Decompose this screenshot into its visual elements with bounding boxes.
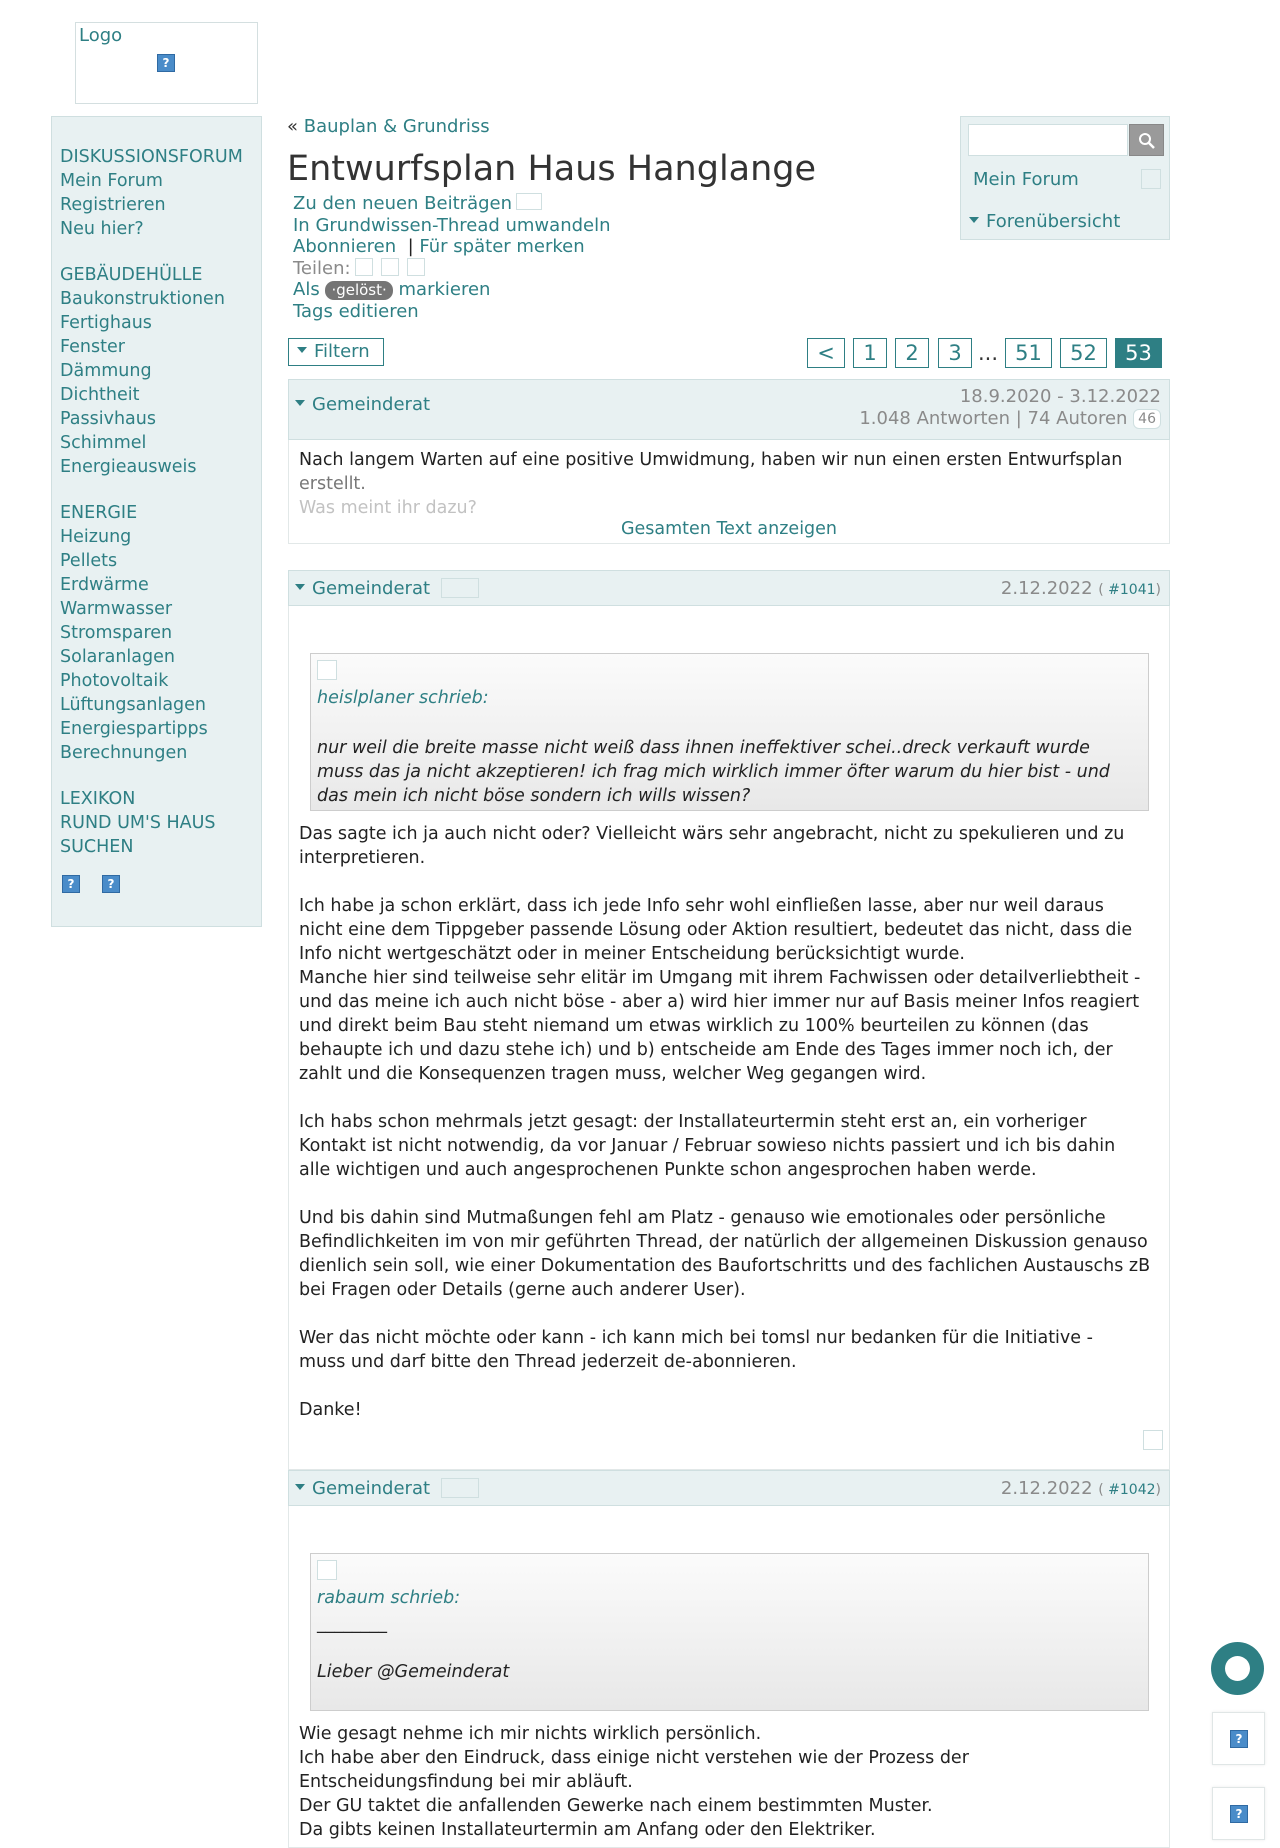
floating-button[interactable] — [1212, 1787, 1265, 1840]
breadcrumb-link[interactable]: Bauplan & Grundriss — [303, 116, 490, 137]
sidebar-item-gebaeudehuelle[interactable]: GEBÄUDEHÜLLE — [60, 265, 203, 285]
convert-thread-link[interactable]: In Grundwissen-Thread umwandeln — [293, 214, 611, 236]
loading-ring-icon[interactable] — [1211, 1642, 1264, 1695]
post-num-open: ( — [1098, 1482, 1104, 1498]
my-forum-link[interactable]: Mein Forum — [973, 169, 1079, 190]
author-badge-icon — [441, 1478, 479, 1498]
pager-dots: ... — [978, 341, 999, 365]
thread-actions — [293, 193, 611, 322]
intro-line: Nach langem Warten auf eine positive Umwidmung, haben wir nun einen ersten Entwurfsplan — [299, 450, 1123, 470]
post-meta — [1001, 578, 1161, 599]
sidebar-item-pellets[interactable]: Pellets — [60, 551, 118, 571]
thread-header — [288, 379, 1170, 440]
action-separator: | — [407, 236, 414, 257]
post-number-link[interactable]: #1041 — [1108, 582, 1156, 598]
mark-suffix: markieren — [398, 279, 491, 300]
sidebar-item-suchen[interactable]: SUCHEN — [60, 837, 134, 857]
post-line: Befindlichkeiten im von mir geführten Thread, der natürlich der allgemeinen Diskussion genauso — [299, 1232, 1148, 1252]
post-date: 2.12.2022 — [1000, 578, 1093, 599]
post-line: Danke! — [299, 1400, 362, 1420]
post-body — [288, 1506, 1170, 1848]
sidebar-group-forum — [60, 145, 261, 241]
breadcrumb — [287, 116, 490, 137]
search-input[interactable] — [968, 124, 1128, 156]
post-line: Ich habe aber den Eindruck, dass einige nicht verstehen wie der Prozess der — [299, 1748, 969, 1768]
post-line: Das sagte ich ja auch nicht oder? Vielleicht wärs sehr angebracht, nicht zu spekulieren und zu — [299, 824, 1125, 844]
sidebar-item-berechnungen[interactable]: Berechnungen — [60, 743, 188, 763]
intro-line: erstellt. — [299, 474, 366, 494]
quote-line — [317, 1636, 1137, 1660]
post-text — [299, 822, 1169, 1422]
post-line: interpretieren. — [299, 848, 426, 868]
sidebar-item-neu-hier[interactable]: Neu hier? — [60, 219, 144, 239]
post-line: Info nicht wertgeschätzt oder in meiner Entscheidung berücksichtigt wurde. — [299, 944, 965, 964]
post-line: muss und darf bitte den Thread jederzeit de-abonnieren. — [299, 1352, 797, 1372]
site-logo[interactable] — [75, 22, 258, 104]
solved-badge: ·gelöst· — [325, 281, 392, 300]
broken-image-icon: ? — [157, 54, 175, 72]
post-text — [299, 1722, 1169, 1842]
thread-author-name: Gemeinderat — [312, 394, 431, 415]
post-line: alle wichtigen und auch angesprochenen Punkte schon angesprochen haben werde. — [299, 1160, 1037, 1180]
caret-down-icon — [295, 584, 305, 590]
sidebar-item-mein-forum[interactable]: Mein Forum — [60, 171, 163, 191]
sidebar-group-gebaeudehuelle — [60, 263, 261, 479]
broken-image-icon: ? — [1230, 1730, 1248, 1748]
pager-prev[interactable]: < — [807, 338, 845, 368]
post-line: Manche hier sind teilweise sehr elitär im Umgang mit ihrem Fachwissen oder detailverliebtheit - — [299, 968, 1141, 988]
post-meta — [1001, 1478, 1161, 1499]
post-line: Ich habs schon mehrmals jetzt gesagt: der Installateurtermin steht erst an, ein vorheriger — [299, 1112, 1087, 1132]
broken-image-icon[interactable]: ? — [102, 875, 120, 893]
post-body — [288, 606, 1170, 1470]
thread-meta — [859, 386, 1161, 430]
share-icon[interactable] — [381, 258, 399, 276]
broken-image-icon: ? — [1230, 1805, 1248, 1823]
new-posts-link[interactable]: Zu den neuen Beiträgen — [293, 193, 513, 214]
sidebar-item-warmwasser[interactable]: Warmwasser — [60, 599, 173, 619]
sidebar-group-energie — [60, 501, 261, 765]
quote-text — [317, 1612, 1137, 1684]
sidebar-item-daemmung[interactable]: Dämmung — [60, 361, 152, 381]
post-line: Ich habe ja schon erklärt, dass ich jede Info sehr wohl einfließen lasse, aber nur weil daraus — [299, 896, 1104, 916]
post-line: nicht eine dem Tippgeber passende Lösung oder Aktion resultiert, bedeutet das nicht, dass die — [299, 920, 1133, 940]
post-line: Wer das nicht möchte oder kann - ich kann mich bei tomsl nur bedanken für die Initiative - — [299, 1328, 1093, 1348]
post-line: Da gibts keinen Installateurtermin am Anfang oder den Elektriker. — [299, 1820, 876, 1840]
post-line: Kontakt ist nicht notwendig, da vor Januar / Februar sowieso nichts passiert und ich bis dahin — [299, 1136, 1116, 1156]
show-full-text-link[interactable]: Gesamten Text anzeigen — [620, 519, 838, 539]
forum-overview-link[interactable] — [969, 211, 1120, 232]
post-line: dienlich sein soll, wie einer Dokumentation des Baufortschritts und des fachlichen Austauschs zB — [299, 1256, 1151, 1276]
caret-down-icon — [297, 347, 307, 353]
sidebar-item-registrieren[interactable]: Registrieren — [60, 195, 166, 215]
post-line: und direkt beim Bau steht niemand um etwas wirklich zu 100% beurteilen zu können (das — [299, 1016, 1089, 1036]
thread-stats: 1.048 Antworten | 74 Autoren — [859, 408, 1128, 429]
sidebar-item-photovoltaik[interactable]: Photovoltaik — [60, 671, 169, 691]
post-line: bei Fragen oder Details (gerne auch anderer User). — [299, 1280, 746, 1300]
post-line: Der GU taktet die anfallenden Gewerke nach einem bestimmten Muster. — [299, 1796, 933, 1816]
post-num-close: ) — [1155, 582, 1161, 598]
sidebar-item-diskussionsforum[interactable]: DISKUSSIONSFORUM — [60, 147, 243, 167]
subscribe-link[interactable]: Abonnieren — [293, 236, 397, 257]
quote-author: heislplaner schrieb: — [317, 688, 489, 708]
sidebar-item-lexikon[interactable]: LEXIKON — [60, 789, 136, 809]
post-action-icon[interactable] — [1143, 1430, 1163, 1450]
quote-icon — [317, 660, 337, 680]
page-title: Entwurfsplan Haus Hanglange — [287, 149, 817, 189]
pager-page[interactable]: 51 — [1005, 338, 1052, 368]
quote-text — [317, 736, 1137, 808]
post-date: 2.12.2022 — [1000, 1478, 1093, 1499]
caret-down-icon — [295, 400, 305, 406]
post-author[interactable] — [295, 578, 430, 599]
thread-author[interactable] — [295, 394, 430, 415]
sidebar-item-energie[interactable]: ENERGIE — [60, 503, 138, 523]
sidebar-item-rund-ums-haus[interactable]: RUND UM'S HAUS — [60, 813, 216, 833]
logo-text: Logo — [79, 25, 123, 46]
quote-line: das mein ich nicht böse sondern ich wills wissen? — [317, 786, 751, 806]
sidebar-item-heizung[interactable]: Heizung — [60, 527, 132, 547]
breadcrumb-prefix: « — [287, 116, 299, 137]
sidebar-group-misc — [60, 787, 261, 859]
pager-page[interactable]: 52 — [1060, 338, 1107, 368]
post-line: und das meine ich auch nicht böse - aber a) wird hier immer nur auf Basis meiner Infos reagiert — [299, 992, 1140, 1012]
caret-down-icon — [295, 1484, 305, 1490]
my-forum-checkbox[interactable] — [1141, 169, 1161, 189]
sidebar-item-erdwaerme[interactable]: Erdwärme — [60, 575, 149, 595]
new-posts-icon — [516, 193, 542, 210]
post-number-link[interactable]: #1042 — [1108, 1482, 1156, 1498]
post-line: Und bis dahin sind Mutmaßungen fehl am Platz - genauso wie emotionales oder persönliche — [299, 1208, 1106, 1228]
pager-page[interactable]: 2 — [895, 338, 929, 368]
post-author[interactable] — [295, 1478, 430, 1499]
quote-line: nur weil die breite masse nicht weiß dass ihnen ineffektiver schei..dreck verkauft wurde — [317, 738, 1090, 758]
quote-author: rabaum schrieb: — [317, 1588, 461, 1608]
post-num-open: ( — [1098, 582, 1104, 598]
post-header — [288, 1470, 1170, 1506]
pager-page[interactable]: 1 — [853, 338, 887, 368]
quote-icon — [317, 1560, 337, 1580]
caret-down-icon — [969, 217, 979, 223]
post-line: zahlt und die Konsequenzen tragen muss, welcher Weg gegangen wird. — [299, 1064, 927, 1084]
share-icon[interactable] — [355, 258, 373, 276]
thread-count-badge: 46 — [1133, 409, 1161, 429]
thread-intro-text — [299, 448, 1122, 520]
thread-date-range: 18.9.2020 - 3.12.2022 — [959, 386, 1161, 407]
sidebar-item-fertighaus[interactable]: Fertighaus — [60, 313, 152, 333]
share-label: Teilen: — [293, 257, 351, 279]
sidebar-item-energiespartipps[interactable]: Energiespartipps — [60, 719, 208, 739]
post-line: Entscheidungsfindung bei mir abläuft. — [299, 1772, 633, 1792]
floating-button[interactable] — [1212, 1712, 1265, 1765]
post-author-name: Gemeinderat — [312, 578, 431, 599]
thread-intro — [288, 440, 1170, 544]
intro-line: Was meint ihr dazu? — [299, 498, 477, 518]
post-author-name: Gemeinderat — [312, 1478, 431, 1499]
quote-block — [310, 1553, 1149, 1711]
quote-line: Lieber @Gemeinderat — [317, 1662, 510, 1682]
pager-page[interactable]: 3 — [938, 338, 972, 368]
sidebar-item-fenster[interactable]: Fenster — [60, 337, 125, 357]
post-line: Wie gesagt nehme ich mir nichts wirklich persönlich. — [299, 1724, 762, 1744]
mark-solved-link[interactable] — [293, 279, 490, 300]
sidebar-item-passivhaus[interactable]: Passivhaus — [60, 409, 156, 429]
sidebar-nav — [51, 116, 262, 927]
sidebar-item-stromsparen[interactable]: Stromsparen — [60, 623, 173, 643]
search-button[interactable] — [1129, 124, 1164, 156]
edit-tags-link[interactable]: Tags editieren — [293, 300, 419, 322]
author-badge-icon — [441, 578, 479, 598]
pager-page-active[interactable]: 53 — [1115, 338, 1162, 368]
sidebar-item-baukonstruktionen[interactable]: Baukonstruktionen — [60, 289, 225, 309]
search-panel — [960, 116, 1170, 240]
bookmark-link[interactable]: Für später merken — [419, 236, 585, 257]
quote-block — [310, 653, 1149, 811]
sidebar-item-dichtheit[interactable]: Dichtheit — [60, 385, 140, 405]
sidebar-icons — [60, 873, 261, 893]
mark-prefix: Als — [293, 279, 320, 300]
quote-line: ________ — [317, 1614, 387, 1634]
sidebar-item-solaranlagen[interactable]: Solaranlagen — [60, 647, 175, 667]
broken-image-icon[interactable]: ? — [62, 875, 80, 893]
filter-label: Filtern — [314, 341, 370, 362]
share-icon[interactable] — [407, 258, 425, 276]
filter-button[interactable] — [288, 338, 384, 366]
sidebar-item-energieausweis[interactable]: Energieausweis — [60, 457, 197, 477]
magnifier-icon — [1138, 132, 1156, 150]
post-num-close: ) — [1155, 1482, 1161, 1498]
quote-line: muss das ja nicht akzeptieren! ich frag mich wirklich immer öfter warum du hier bist - und — [317, 762, 1110, 782]
sidebar-item-schimmel[interactable]: Schimmel — [60, 433, 147, 453]
forum-overview-label: Forenübersicht — [986, 211, 1121, 232]
sidebar-item-lueftungsanlagen[interactable]: Lüftungsanlagen — [60, 695, 207, 715]
post-line: behaupte ich und dazu stehe ich) und b) entscheide am Ende des Tages immer noch ich, der — [299, 1040, 1113, 1060]
post-header — [288, 570, 1170, 606]
